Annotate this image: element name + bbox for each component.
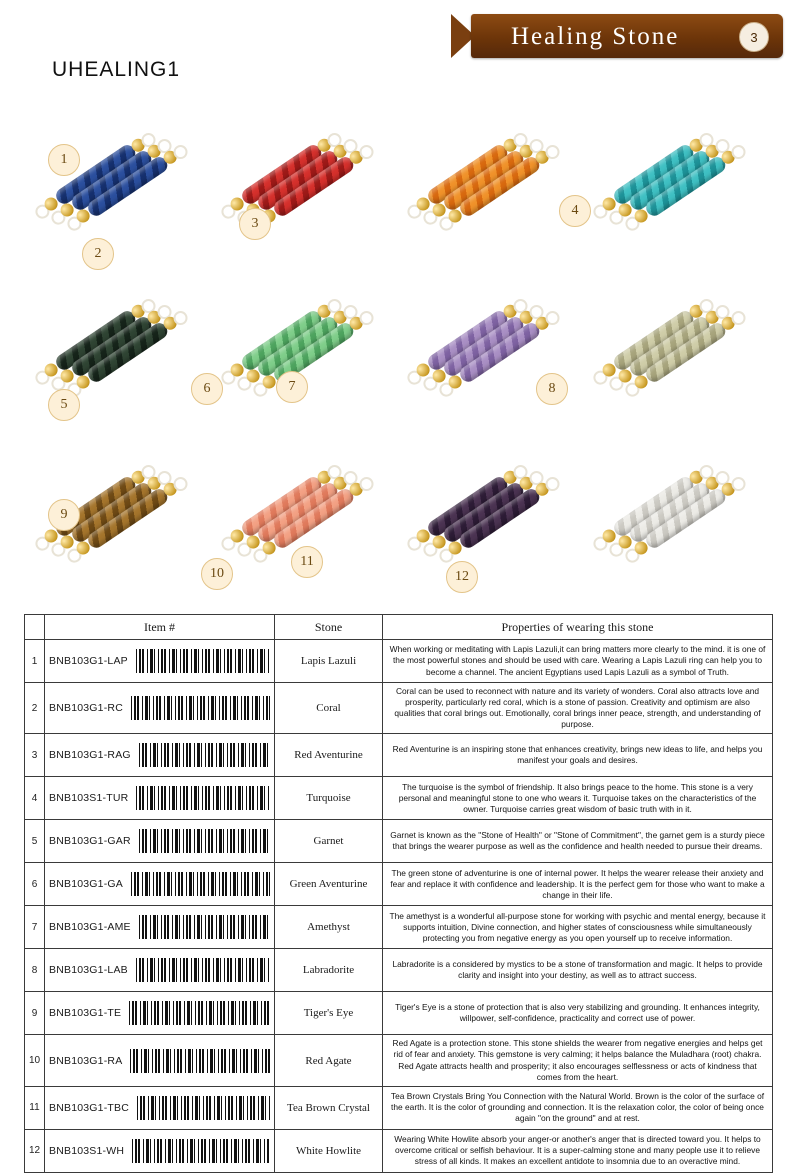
barcode-icon [139,829,270,853]
item-cell [45,683,275,734]
row-index: 2 [25,683,45,734]
product-number-badge: 6 [191,373,223,405]
barcode-icon [129,1001,270,1025]
item-cell [45,777,275,820]
row-index: 7 [25,906,45,949]
stone-properties: Wearing White Howlite absorb your anger-or another's anger that is directed toward you. It helps to overcome critical or selfish behaviour. It is a super-calming stone and many people use it to relieve stress of all kinds. It makes an excellent antidote to insomnia due to an overactive mind. [383,1129,773,1172]
stone-name: Red Aventurine [275,734,383,777]
item-number: BNB103G1-LAB [49,964,128,977]
item-number: BNB103G1-RAG [49,749,131,762]
item-cell [45,640,275,683]
table-row [25,992,773,1035]
barcode-icon [137,1096,270,1120]
stone-name: Tiger's Eye [275,992,383,1035]
table-header [25,615,773,640]
stone-properties: Red Agate is a protection stone. This stone shields the wearer from negative energies and helps get rid of fear and anxiety. This gemstone is very calming; it helps balance the Muladhara (root) chakra. Red Agate attracts health and prosperity; it also encourages selflessness or acts of kindness that comes from the heart. [383,1035,773,1086]
stone-name: Coral [275,683,383,734]
stone-name: Garnet [275,820,383,863]
item-cell [45,992,275,1035]
item-number: BNB103G1-RC [49,702,123,715]
col-properties: Properties of wearing this stone [383,615,773,640]
stone-name: Labradorite [275,949,383,992]
row-index: 10 [25,1035,45,1086]
stone-properties: The amethyst is a wonderful all-purpose stone for working with psychic and mental energy, because it supports intuition, Divine connection, and higher states of consciousness while simultaneously protecting you from negative energy as you open yourself up to receive information. [383,906,773,949]
product-number-badge: 1 [48,144,80,176]
item-number: BNB103G1-TBC [49,1101,130,1114]
product-number-badge: 12 [446,561,478,593]
row-index: 3 [25,734,45,777]
bracelet-image [226,268,384,420]
item-number: BNB103G1-GAR [49,835,131,848]
stone-properties: When working or meditating with Lapis Lazuli,it can bring matters more clearly to the mind. it is one of the most powerful stones and should be used with care. Wearing a Lapis Lazuli ring can help you to become a channel. The ancient Egyptians used Lapis Lazuli as a symbol of Truth. [383,640,773,683]
stone-name: Amethyst [275,906,383,949]
barcode-icon [136,958,270,982]
stone-name: Lapis Lazuli [275,640,383,683]
stone-name: White Howlite [275,1129,383,1172]
barcode-icon [132,1139,270,1163]
barcode-icon [131,696,270,720]
item-number: BNB103S1-WH [49,1144,125,1157]
product-cell[interactable] [212,262,398,428]
catalog-page-code: UHEALING1 [52,58,181,81]
product-cell[interactable] [26,96,212,262]
table-row [25,683,773,734]
bracelet-image [412,434,570,586]
stone-name: Turquoise [275,777,383,820]
table-row [25,820,773,863]
table-row [25,777,773,820]
product-cell[interactable] [212,96,398,262]
bracelet-image [40,102,198,254]
row-index: 5 [25,820,45,863]
stone-name: Red Agate [275,1035,383,1086]
col-index [25,615,45,640]
table-body [25,640,773,1173]
page-header-banner [451,14,783,58]
product-number-badge: 7 [276,371,308,403]
stone-properties: Garnet is known as the "Stone of Health" or "Stone of Commitment", the garnet gem is a sturdy piece that brings the wearer purpose as well as the confidence and health needed to pursue their dreams. [383,820,773,863]
bracelet-image [598,268,756,420]
bracelet-image [412,102,570,254]
item-cell [45,1129,275,1172]
item-number: BNB103G1-LAP [49,655,128,667]
product-grid [26,96,771,596]
product-number-badge: 11 [291,546,323,578]
stone-properties: The turquoise is the symbol of friendship. It also brings peace to the home. This stone is a very personal and meaningful stone to one who wears it. Turquoise takes on the characteristics of the owner. Turquoise carries great wisdom of basic truth with in it. [383,777,773,820]
stone-properties: Tea Brown Crystals Bring You Connection with the Natural World. Brown is the color of the surface of the earth. It is the color of grounding and connection. It is the relaxation color, the color of being once again "on the ground" and at rest. [383,1086,773,1129]
product-number-badge: 10 [201,558,233,590]
row-index: 12 [25,1129,45,1172]
item-cell [45,1086,275,1129]
table-row [25,1035,773,1086]
stone-properties: Tiger's Eye is a stone of protection that is also very stabilizing and grounding. It enhances integrity, willpower, self-confidence, practicality and correct use of power. [383,992,773,1035]
row-index: 8 [25,949,45,992]
spec-table-wrapper [24,614,772,1173]
col-item-number: Item # [45,615,275,640]
item-number: BNB103G1-GA [49,878,123,891]
row-index: 11 [25,1086,45,1129]
table-row [25,906,773,949]
barcode-icon [136,649,270,673]
item-number: BNB103S1-TUR [49,792,129,805]
product-cell[interactable] [398,428,584,594]
stone-name: Green Aventurine [275,863,383,906]
bracelet-image [598,102,756,254]
table-row [25,640,773,683]
stone-properties: Coral can be used to reconnect with nature and its variety of wonders. Coral also attracts love and prosperity, particularly red coral, which is a stone of passion. Creativity and optimism are also qualities that coral brings out. Emotionally, coral brings inner peace, strength, and understanding of purpose. [383,683,773,734]
item-cell [45,949,275,992]
product-number-badge: 9 [48,499,80,531]
stone-properties: The green stone of adventurine is one of internal power. It helps the wearer release their anxiety and fear and replace it with confidence and leadership. It is the perfect gem for those who want to make a change in their life. [383,863,773,906]
barcode-icon [136,786,270,810]
barcode-icon [130,1049,270,1073]
item-number: BNB103G1-RA [49,1054,123,1067]
product-number-badge: 5 [48,389,80,421]
product-number-badge: 3 [239,208,271,240]
table-row [25,734,773,777]
product-number-badge: 2 [82,238,114,270]
product-cell[interactable] [398,96,584,262]
table-row [25,863,773,906]
stone-properties: Red Aventurine is an inspiring stone that enhances creativity, brings new ideas to life, and helps you manifest your goals and desires. [383,734,773,777]
table-row [25,1086,773,1129]
item-cell [45,906,275,949]
barcode-icon [139,743,270,767]
stone-properties-table [24,614,773,1173]
row-index: 1 [25,640,45,683]
product-cell[interactable] [584,428,770,594]
item-cell [45,1035,275,1086]
page-title: Healing Stone [511,23,680,50]
stone-name: Tea Brown Crystal [275,1086,383,1129]
bracelet-image [598,434,756,586]
barcode-icon [139,915,270,939]
item-cell [45,863,275,906]
product-cell[interactable] [584,96,770,262]
item-number: BNB103G1-TE [49,1007,122,1020]
product-number-badge: 8 [536,373,568,405]
table-row [25,1129,773,1172]
table-header-row [25,615,773,640]
product-cell[interactable] [584,262,770,428]
table-row [25,949,773,992]
row-index: 9 [25,992,45,1035]
row-index: 4 [25,777,45,820]
product-number-badge: 4 [559,195,591,227]
barcode-icon [131,872,270,896]
col-stone: Stone [275,615,383,640]
item-cell [45,734,275,777]
item-number: BNB103G1-AME [49,921,131,934]
page-number-badge: 3 [739,22,769,52]
stone-properties: Labradorite is a considered by mystics to be a stone of transformation and magic. It helps to provide clarity and insight into your destiny, as well as to attract success. [383,949,773,992]
item-cell [45,820,275,863]
row-index: 6 [25,863,45,906]
